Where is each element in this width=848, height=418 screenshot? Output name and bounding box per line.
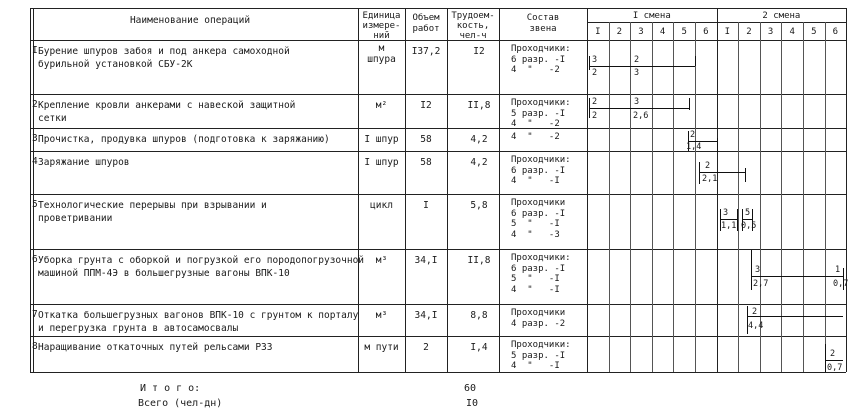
unit-value: цикл bbox=[370, 200, 393, 211]
header-labor: Трудоем- bbox=[451, 11, 495, 21]
row-number: 2 bbox=[32, 99, 38, 110]
volume-value: I bbox=[423, 200, 429, 211]
crew-value: 6 разр. -I bbox=[511, 208, 566, 219]
hour-label: 4 bbox=[659, 27, 666, 37]
header-unit: ний bbox=[373, 31, 390, 41]
gantt-bar-tick bbox=[751, 250, 752, 290]
gantt-bar-label: 2 bbox=[752, 307, 758, 317]
column-divider bbox=[587, 8, 588, 372]
row-divider bbox=[30, 304, 846, 305]
labor-value: II,8 bbox=[467, 100, 491, 111]
hour-divider bbox=[695, 22, 696, 372]
volume-value: 2 bbox=[423, 342, 429, 353]
volume-value: 34,I bbox=[414, 310, 438, 321]
gantt-bar-tick bbox=[689, 98, 690, 110]
shift-1-label: I смена bbox=[632, 11, 671, 21]
gantt-bar-label: 2 bbox=[634, 55, 640, 65]
crew-value: 5 " -I bbox=[511, 219, 560, 229]
header-volume: Объем bbox=[412, 13, 440, 23]
totals-label-2: Всего (чел-дн) bbox=[138, 398, 223, 409]
hour-divider bbox=[738, 22, 739, 372]
operation-name: Технологические перерывы при взрывании и bbox=[38, 200, 267, 211]
hour-divider bbox=[803, 22, 804, 372]
crew-value: 4 " -I bbox=[511, 176, 560, 186]
gantt-bar-label: 2 bbox=[592, 97, 598, 107]
column-divider bbox=[447, 8, 448, 372]
hour-divider bbox=[609, 22, 610, 372]
hour-label: 3 bbox=[767, 27, 774, 37]
header-crew: звена bbox=[529, 24, 557, 34]
gantt-bar-label: 0,7 bbox=[827, 363, 843, 373]
operation-name: машиной ППМ-4Э в большегрузные вагоны ВПК-10 bbox=[38, 268, 290, 279]
row-number: 5 bbox=[32, 199, 38, 210]
row-number: I bbox=[32, 45, 38, 56]
gantt-bar-tick bbox=[695, 56, 696, 66]
hour-divider bbox=[673, 22, 674, 372]
header-crew: Состав bbox=[526, 13, 560, 23]
gantt-bar-tick bbox=[717, 138, 718, 152]
row-divider bbox=[30, 249, 846, 250]
operation-name: и перегрузка грунта в автосамосвалы bbox=[38, 323, 239, 334]
crew-value: Проходчики: bbox=[511, 44, 571, 54]
unit-value: м bbox=[378, 43, 385, 54]
gantt-bar-label: 3 bbox=[755, 265, 761, 275]
gantt-bar-label: 0,5 bbox=[741, 221, 757, 231]
operation-name: проветривании bbox=[38, 213, 113, 224]
table-top-border bbox=[30, 8, 846, 9]
gantt-bar-label: 3 bbox=[634, 68, 640, 78]
gantt-bar bbox=[589, 66, 695, 67]
gantt-bar-label: 2,1 bbox=[702, 174, 718, 184]
hour-divider bbox=[760, 22, 761, 372]
labor-value: I,4 bbox=[470, 342, 488, 353]
column-divider bbox=[499, 8, 500, 372]
labor-value: 5,8 bbox=[470, 200, 488, 211]
row-divider bbox=[30, 151, 846, 152]
header-unit: Единица bbox=[362, 11, 401, 21]
operation-name: Наращивание откаточных путей рельсами Р33 bbox=[38, 342, 273, 353]
crew-value: Проходчики bbox=[511, 198, 566, 208]
crew-value: 5 разр. -I bbox=[511, 108, 566, 119]
crew-value: 6 разр. -I bbox=[511, 263, 566, 274]
row-number: 4 bbox=[32, 156, 38, 167]
crew-value: 4 " -2 bbox=[511, 132, 560, 142]
header-volume: работ bbox=[412, 24, 440, 34]
gantt-bar-label: 2 bbox=[690, 130, 696, 140]
gantt-bar bbox=[751, 276, 843, 277]
gantt-bar-label: 2 bbox=[705, 161, 711, 171]
totals-value-1: 60 bbox=[464, 383, 477, 394]
hour-label: 3 bbox=[638, 27, 644, 37]
gantt-bar-tick bbox=[699, 162, 700, 184]
unit-value: м пути bbox=[364, 342, 399, 353]
crew-value: Проходчики bbox=[511, 308, 566, 318]
gantt-bar-label: 2 bbox=[592, 111, 598, 121]
unit-value: м³ bbox=[375, 310, 388, 321]
hour-label: 2 bbox=[616, 27, 623, 37]
gantt-bar-tick bbox=[745, 168, 746, 182]
crew-value: 4 " -I bbox=[511, 361, 560, 371]
unit-value: I шпур bbox=[364, 157, 399, 168]
header-labor: кость, bbox=[456, 21, 490, 31]
row-number: 3 bbox=[32, 133, 38, 144]
operation-name: сетки bbox=[38, 113, 67, 124]
crew-value: Проходчики: bbox=[511, 340, 571, 350]
labor-value: II,8 bbox=[467, 255, 491, 266]
volume-value: 58 bbox=[420, 157, 432, 168]
crew-value: 4 разр. -2 bbox=[511, 318, 566, 329]
hour-label: 5 bbox=[681, 27, 687, 37]
operation-name: Уборка грунта с оборкой и погрузкой его породопогрузочной bbox=[38, 255, 365, 266]
crew-value: 5 разр. -I bbox=[511, 350, 566, 361]
shift-2-label: 2 смена bbox=[762, 11, 801, 21]
operation-name: Откатка большегрузных вагонов ВПК-10 с грунтом к порталу bbox=[38, 310, 359, 321]
gantt-bar-label: 3 bbox=[592, 55, 598, 65]
hour-label: I bbox=[724, 27, 731, 37]
gantt-bar-tick bbox=[589, 98, 590, 118]
crew-value: 4 " -I bbox=[511, 284, 560, 295]
crew-value: 4 " -3 bbox=[511, 229, 560, 240]
gantt-bar-label: 2,7 bbox=[753, 279, 769, 289]
hour-label: 2 bbox=[746, 27, 752, 37]
gantt-bar bbox=[589, 108, 689, 109]
crew-value: 6 разр. -I bbox=[511, 54, 566, 65]
gantt-bar bbox=[825, 360, 843, 361]
row-number: 8 bbox=[32, 341, 38, 352]
hour-divider bbox=[630, 22, 631, 372]
unit-value: м³ bbox=[375, 255, 388, 266]
volume-value: 34,I bbox=[414, 255, 438, 266]
hour-divider bbox=[652, 22, 653, 372]
crew-value: Проходчики: bbox=[511, 98, 571, 108]
crew-value: 6 разр. -I bbox=[511, 165, 566, 176]
gantt-bar-label: 1,4 bbox=[686, 142, 702, 152]
column-divider bbox=[30, 8, 31, 372]
gantt-bar-label: 5 bbox=[745, 208, 751, 218]
hour-label: 5 bbox=[811, 27, 817, 37]
hour-label: 6 bbox=[832, 27, 839, 37]
labor-value: I2 bbox=[473, 46, 485, 57]
hour-divider bbox=[825, 22, 826, 372]
unit-value: м² bbox=[375, 100, 388, 111]
gantt-bar-label: 1 bbox=[835, 265, 841, 275]
volume-value: I2 bbox=[420, 100, 432, 111]
hour-label: 6 bbox=[703, 27, 709, 37]
gantt-bar-tick bbox=[737, 209, 738, 231]
hour-label: I bbox=[595, 27, 601, 37]
operation-name: бурильной установкой СБУ-2К bbox=[38, 59, 193, 70]
hour-label: 4 bbox=[789, 27, 795, 37]
gantt-bar-label: 3 bbox=[634, 97, 640, 107]
operation-name: Заряжание шпуров bbox=[38, 157, 130, 168]
gantt-bar-label: 2 bbox=[592, 68, 598, 78]
row-divider bbox=[30, 40, 846, 41]
shift-divider bbox=[717, 8, 718, 372]
labor-value: 4,2 bbox=[470, 134, 488, 145]
unit-value: I шпур bbox=[364, 134, 399, 145]
column-divider bbox=[846, 8, 847, 372]
unit-value: шпура bbox=[367, 54, 396, 65]
operation-name: Прочистка, продувка шпуров (подготовка к заряжанию) bbox=[38, 134, 330, 145]
volume-value: I37,2 bbox=[411, 46, 441, 57]
row-divider bbox=[30, 194, 846, 195]
gantt-bar-label: 2 bbox=[830, 349, 836, 359]
gantt-bar bbox=[720, 219, 737, 220]
header-unit: измере- bbox=[362, 21, 401, 31]
row-divider bbox=[30, 336, 846, 337]
gantt-bar-label: 2,6 bbox=[633, 111, 649, 121]
header-labor: чел-ч bbox=[459, 31, 487, 41]
row-number: 7 bbox=[32, 309, 38, 320]
gantt-bar bbox=[747, 316, 843, 317]
row-divider bbox=[30, 94, 846, 95]
gantt-bar bbox=[699, 172, 745, 173]
volume-value: 58 bbox=[420, 134, 432, 145]
gantt-bar-tick bbox=[589, 56, 590, 70]
gantt-bar bbox=[742, 219, 752, 220]
labor-value: 8,8 bbox=[470, 310, 488, 321]
crew-value: Проходчики: bbox=[511, 155, 571, 165]
totals-label-1: И т о г о: bbox=[140, 383, 201, 394]
labor-value: 4,2 bbox=[470, 157, 488, 168]
gantt-bar-label: 3 bbox=[723, 208, 729, 218]
crew-value: Проходчики: bbox=[511, 253, 571, 263]
gantt-bar-label: 1,1 bbox=[721, 221, 737, 231]
gantt-bar-label: 0,7 bbox=[833, 279, 848, 289]
header-operation: Наименование операций bbox=[129, 15, 251, 26]
operation-name: Бурение шпуров забоя и под анкера самоходной bbox=[38, 46, 290, 57]
gantt-bar-tick bbox=[825, 344, 826, 372]
row-divider bbox=[30, 372, 846, 373]
hour-divider bbox=[781, 22, 782, 372]
crew-value: 5 " -I bbox=[511, 274, 560, 284]
gantt-bar-label: 4,4 bbox=[748, 321, 764, 331]
row-divider bbox=[30, 128, 846, 129]
crew-value: 4 " -2 bbox=[511, 65, 560, 75]
operation-name: Крепление кровли анкерами с навеской защитной bbox=[38, 100, 296, 111]
crew-value: 4 " -2 bbox=[511, 119, 560, 129]
totals-value-2: I0 bbox=[466, 398, 479, 409]
row-number: 6 bbox=[32, 254, 38, 265]
